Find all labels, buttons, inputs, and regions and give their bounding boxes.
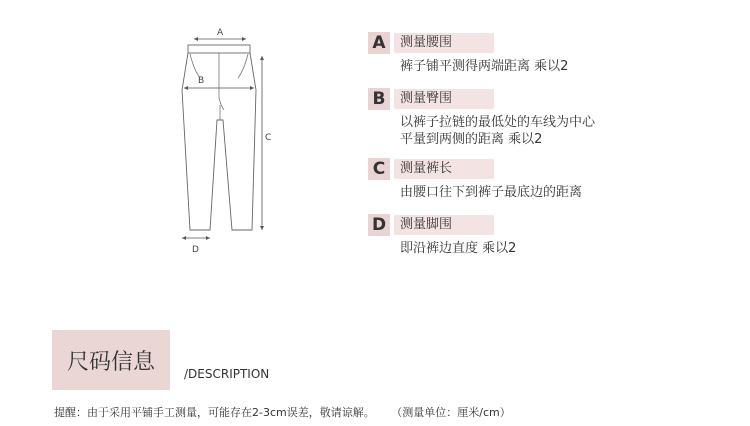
measurement-note [54, 404, 533, 420]
pants-outline-svg [160, 20, 290, 260]
waistband [188, 45, 250, 53]
measure-d-header [368, 214, 688, 236]
measure-b-header [368, 88, 688, 110]
measure-d-letter: D [368, 214, 390, 236]
description-subtitle: /DESCRIPTION [184, 367, 270, 381]
measure-a-desc: 裤子铺平测得两端距离 乘以2 [400, 59, 569, 74]
measure-c-desc: 由腰口往下到裤子最底边的距离 [400, 185, 583, 200]
label-c: C [265, 133, 272, 143]
pants-diagram [160, 20, 290, 260]
measure-a-header [368, 32, 688, 54]
measure-d-desc: 即沿裤边直度 乘以2 [400, 241, 517, 256]
measure-d [368, 214, 688, 257]
size-info-heading [52, 330, 170, 390]
measure-a [368, 32, 688, 75]
measure-d-title: 测量脚围 [394, 215, 494, 235]
measure-b-title: 测量臀围 [394, 89, 494, 109]
measure-a-letter: A [368, 32, 390, 54]
measure-c-title: 测量裤长 [394, 159, 494, 179]
note-unit: （测量单位：厘米/cm） [396, 406, 511, 419]
note-text: 提醒：由于采用平铺手工测量，可能存在2-3cm误差，敬请谅解。 [54, 406, 375, 419]
measure-a-title: 测量腰围 [394, 33, 494, 53]
measure-b-desc: 以裤子拉链的最低处的车线为中心 平量到两侧的距离 乘以2 [400, 115, 596, 147]
measure-b-letter: B [368, 88, 390, 110]
label-b: B [198, 76, 205, 86]
measure-c-letter: C [368, 158, 390, 180]
measure-c [368, 158, 688, 201]
measure-b [368, 88, 688, 148]
measure-c-header [368, 158, 688, 180]
label-d: D [192, 245, 199, 255]
size-info-title: 尺码信息 [66, 349, 155, 375]
label-a: A [217, 28, 224, 38]
